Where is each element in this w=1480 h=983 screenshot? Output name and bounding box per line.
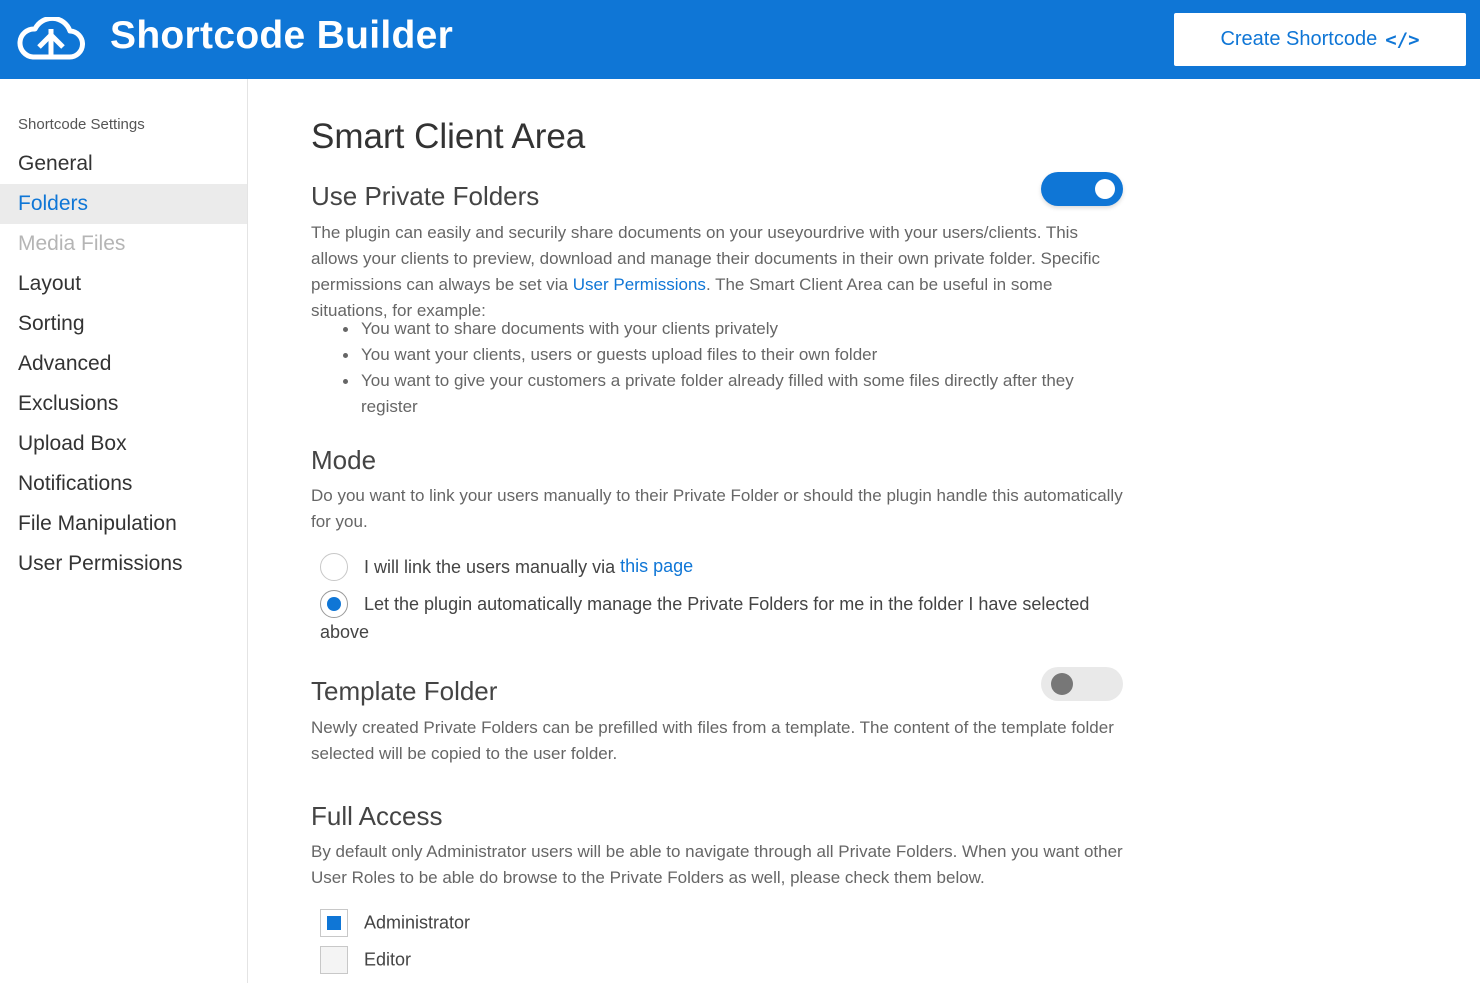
sidebar-nav bbox=[0, 144, 247, 584]
sidebar-item-media-files: Media Files bbox=[18, 232, 126, 255]
list-item: You want to give your customers a private folder already filled with some files directly after they register bbox=[341, 368, 1126, 420]
administrator-checkbox[interactable] bbox=[320, 909, 348, 937]
private-folders-desc-text-end: . The Smart Client Area can be useful in some situations, for example: bbox=[311, 275, 1053, 320]
full-access-description: By default only Administrator users will be able to navigate through all Private Folders. When you want other User Roles to be able do browse to the Private Folders as well, please check them below. bbox=[311, 842, 1123, 887]
mode-option-manual bbox=[320, 553, 693, 581]
toggle-knob bbox=[1051, 673, 1073, 695]
administrator-label: Administrator bbox=[364, 912, 471, 933]
this-page-link[interactable]: this page bbox=[620, 556, 694, 576]
mode-auto-label: Let the plugin automatically manage the Private Folders for me in the folder I have selected above bbox=[320, 593, 1090, 642]
private-folders-desc-text: The plugin can easily and securily share documents on your useyourdrive with your users/clients. This allows your clients to preview, download and manage their documents in their own private folder. Specific permissions can always be set via bbox=[311, 223, 1101, 294]
sidebar-item-exclusions[interactable]: Exclusions bbox=[18, 392, 119, 415]
sidebar-item-sorting[interactable]: Sorting bbox=[18, 312, 85, 335]
role-administrator bbox=[320, 909, 470, 937]
editor-checkbox[interactable] bbox=[320, 946, 348, 974]
app-header bbox=[0, 0, 1480, 79]
toggle-knob bbox=[1095, 179, 1115, 199]
mode-auto-radio[interactable] bbox=[320, 590, 348, 618]
mode-manual-label: I will link the users manually via bbox=[364, 556, 621, 577]
create-shortcode-button[interactable] bbox=[1174, 13, 1466, 66]
sidebar-item-user-permissions[interactable]: User Permissions bbox=[18, 552, 183, 575]
sidebar-item-upload-box[interactable]: Upload Box bbox=[18, 432, 127, 455]
list-item: You want your clients, users or guests upload files to their own folder bbox=[341, 342, 1126, 368]
create-shortcode-label: Create Shortcode bbox=[1220, 28, 1378, 50]
list-item: You want to share documents with your clients privately bbox=[341, 316, 1126, 342]
mode-option-auto bbox=[320, 590, 1100, 646]
full-access-title: Full Access bbox=[311, 801, 443, 831]
use-case-list bbox=[341, 316, 1126, 420]
app-title: Shortcode Builder bbox=[110, 14, 454, 57]
code-icon: </> bbox=[1385, 28, 1420, 51]
template-folder-toggle[interactable] bbox=[1041, 667, 1123, 701]
private-folders-description bbox=[311, 220, 1126, 324]
private-folders-title: Use Private Folders bbox=[311, 181, 540, 211]
template-folder-title: Template Folder bbox=[311, 676, 498, 706]
sidebar-item-file-manipulation[interactable]: File Manipulation bbox=[18, 512, 177, 535]
sidebar-item-notifications[interactable]: Notifications bbox=[18, 472, 133, 495]
sidebar-item-folders[interactable]: Folders bbox=[0, 184, 247, 224]
sidebar-item-general[interactable]: General bbox=[18, 152, 93, 175]
mode-title: Mode bbox=[311, 445, 377, 475]
settings-sidebar bbox=[0, 79, 248, 983]
sidebar-heading: Shortcode Settings bbox=[18, 116, 145, 133]
sidebar-item-layout[interactable]: Layout bbox=[18, 272, 82, 295]
mode-manual-radio[interactable] bbox=[320, 553, 348, 581]
editor-label: Editor bbox=[364, 949, 412, 970]
cloud-logo-icon bbox=[17, 17, 85, 61]
user-permissions-link[interactable]: User Permissions bbox=[572, 275, 706, 294]
mode-description: Do you want to link your users manually to their Private Folder or should the plugin handle this automatically for you. bbox=[311, 486, 1123, 531]
sidebar-item-advanced[interactable]: Advanced bbox=[18, 352, 112, 375]
page-title: Smart Client Area bbox=[311, 117, 586, 156]
private-folders-toggle[interactable] bbox=[1041, 172, 1123, 206]
template-folder-description: Newly created Private Folders can be prefilled with files from a template. The content of the template folder selected will be copied to the user folder. bbox=[311, 718, 1114, 763]
role-editor bbox=[320, 946, 411, 974]
